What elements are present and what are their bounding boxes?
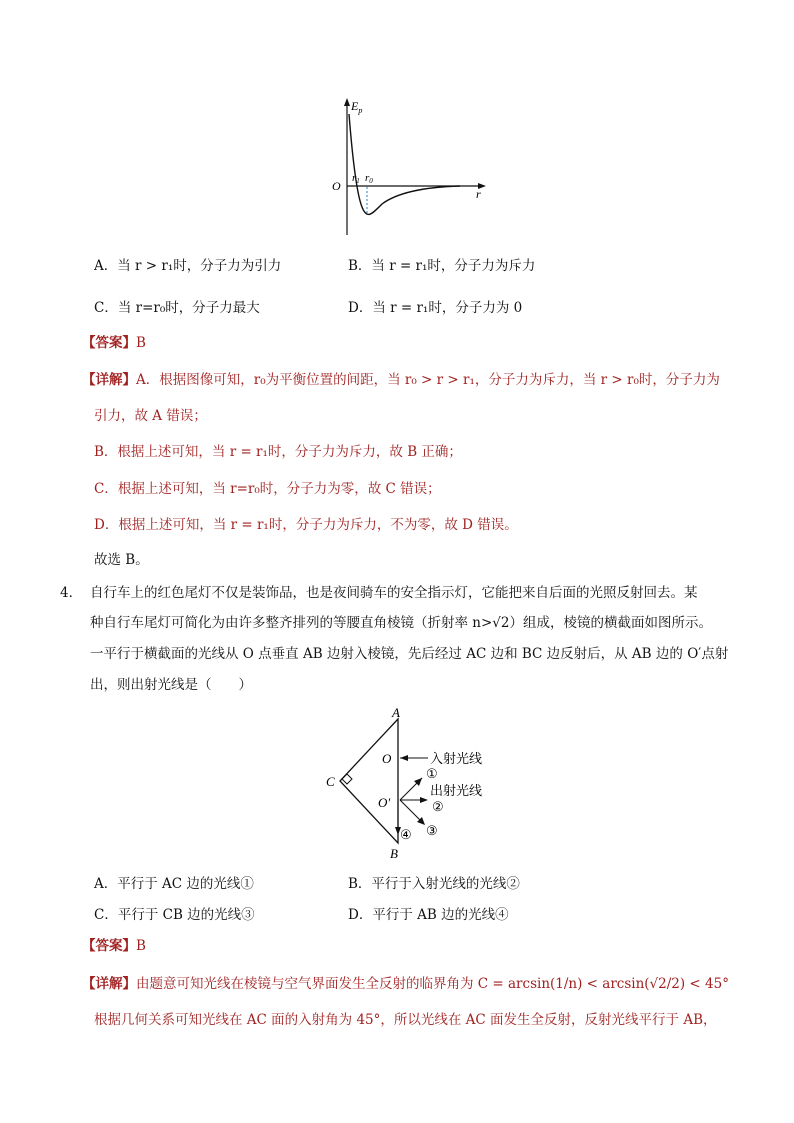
detail-tag: 【详解】 — [82, 372, 136, 388]
q4-number: 4． — [60, 585, 83, 601]
q3-detail-line-3: B．根据上述可知，当 r = r₁时，分子力为斥力，故 B 正确； — [94, 444, 462, 460]
prism-diagram — [318, 703, 508, 861]
r-axis-label: r — [476, 187, 481, 201]
q3-detail-line-5: D．根据上述可知，当 r = r₁时，分子力为斥力，不为零，故 D 错误。 — [94, 517, 518, 533]
vertex-a-label: A — [392, 705, 400, 720]
q4-option-d: D．平行于 AB 边的光线④ — [348, 907, 509, 923]
q3-option-c: C．当 r=r₀时，分子力最大 — [94, 300, 260, 316]
ray-4-label: ④ — [400, 827, 412, 842]
q4-detail-line-1 — [82, 972, 729, 992]
q4-detail-line-2: 根据几何关系可知光线在 AC 面的入射角为 45°，所以光线在 AC 面发生全反射，反射光线平行于 AB， — [94, 1012, 717, 1028]
q3-detail-line-2: 引力，故 A 错误； — [94, 408, 207, 424]
answer-value: B — [136, 938, 146, 954]
detail-tag: 【详解】 — [82, 976, 136, 992]
right-angle-mark — [342, 774, 352, 784]
q4-stem-line-4: 出，则出射光线是（ ） — [90, 677, 252, 693]
detail-text: 由题意可知光线在棱镜与空气界面发生全反射的临界角为 C = arcsin(1/n) < arcsin(√2/2) < 45° — [136, 976, 729, 992]
potential-energy-graph — [320, 92, 500, 237]
vertex-b-label: B — [390, 846, 398, 861]
incident-arrow — [400, 755, 408, 761]
q4-stem-line-2: 种自行车尾灯可简化为由许多整齐排列的等腰直角棱镜（折射率 n>√2）组成，棱镜的横截面如图所示。 — [90, 615, 712, 631]
ray-2-arrow — [420, 797, 428, 803]
exit-ray-label: 出射光线 — [430, 783, 483, 798]
q3-conclusion: 故选 B。 — [94, 552, 149, 568]
answer-value: B — [136, 335, 146, 351]
answer-tag: 【答案】 — [82, 335, 136, 351]
y-axis-arrow — [344, 98, 350, 106]
q3-option-b: B．当 r = r₁时，分子力为斥力 — [348, 258, 536, 274]
incident-ray-label: 入射光线 — [430, 751, 483, 766]
q4-option-a: A．平行于 AC 边的光线① — [94, 876, 254, 892]
r1-label: r1 — [352, 172, 360, 185]
ray-1-label: ① — [426, 766, 438, 781]
ep-label: $E_p$ — [351, 99, 363, 115]
answer-tag: 【答案】 — [82, 938, 136, 954]
q4-stem-line-1: 自行车上的红色尾灯不仅是装饰品，也是夜间骑车的安全指示灯，它能把来自后面的光照反射回去。某 — [90, 585, 698, 601]
q4-answer — [82, 934, 146, 954]
origin-label: O — [332, 179, 341, 193]
q3-detail-line-1 — [82, 368, 720, 388]
point-o-label: O — [382, 751, 392, 766]
q3-detail-line-4: C．根据上述可知，当 r=r₀时，分子力为零，故 C 错误； — [94, 481, 441, 497]
q4-option-b: B．平行于入射光线的光线② — [348, 876, 520, 892]
detail-text: A．根据图像可知，r₀为平衡位置的间距，当 r₀ > r > r₁，分子力为斥力，当 r > r₀时，分子力为 — [136, 372, 720, 388]
q4-option-c: C．平行于 CB 边的光线③ — [94, 907, 255, 923]
q3-option-d: D．当 r = r₁时，分子力为 0 — [348, 300, 523, 316]
q3-answer — [82, 331, 146, 351]
q4-stem-line-3: 一平行于横截面的光线从 O 点垂直 AB 边射入棱镜，先后经过 AC 边和 BC 边反射后，从 AB 边的 O′点射 — [90, 646, 729, 662]
r0-label: r0 — [365, 172, 373, 185]
potential-curve — [349, 114, 460, 214]
q3-option-a: A．当 r > r₁时，分子力为引力 — [94, 258, 282, 274]
ray-2-label: ② — [432, 799, 444, 814]
prism-triangle — [340, 719, 398, 843]
point-o-prime-label: O′ — [378, 795, 391, 810]
vertex-c-label: C — [326, 774, 335, 789]
ray-3-label: ③ — [426, 823, 438, 838]
